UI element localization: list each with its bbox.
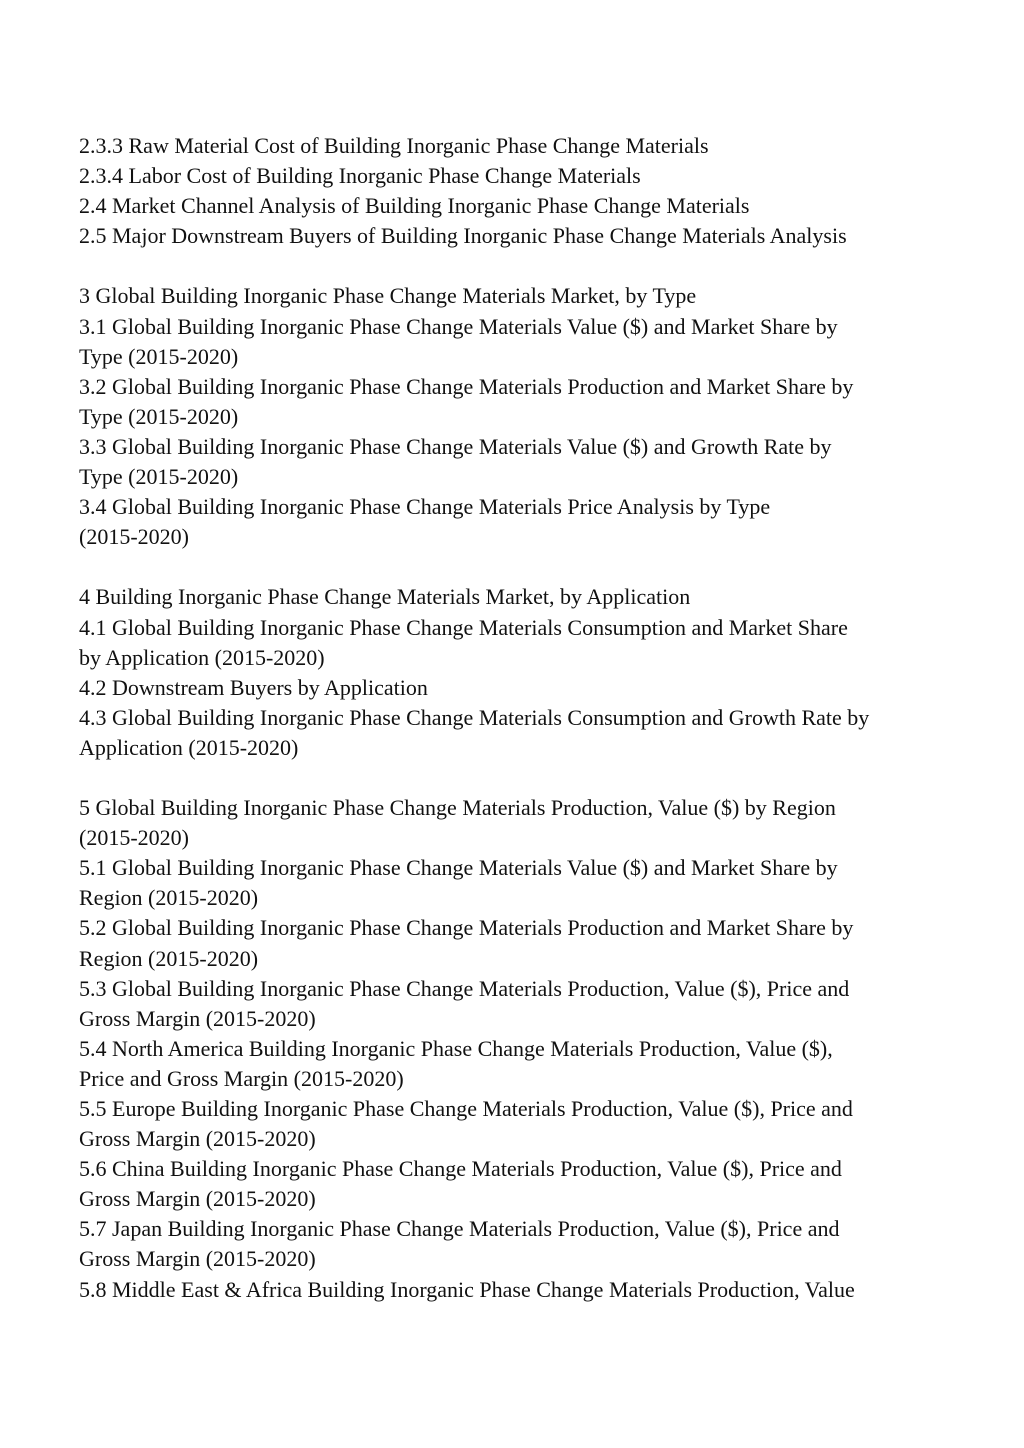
toc-entry: 2.3.3 Raw Material Cost of Building Inorganic Phase Change Materials bbox=[79, 133, 709, 158]
toc-entry: 4.1 Global Building Inorganic Phase Change Materials Consumption and Market Share bbox=[79, 614, 848, 640]
toc-entry: 3.1 Global Building Inorganic Phase Change Materials Value ($) and Market Share by bbox=[79, 313, 838, 339]
toc-section-3 bbox=[79, 281, 959, 552]
toc-entry: 5.2 Global Building Inorganic Phase Change Materials Production and Market Share by bbox=[79, 915, 854, 941]
section-spacer bbox=[79, 251, 959, 281]
toc-entry: 5.4 North America Building Inorganic Phase Change Materials Production, Value ($), bbox=[79, 1035, 833, 1061]
section-spacer bbox=[79, 552, 959, 582]
toc-entry-continuation: by Application (2015-2020) bbox=[79, 644, 325, 670]
toc-entry: 2.4 Market Channel Analysis of Building Inorganic Phase Change Materials bbox=[79, 193, 750, 219]
toc-entry: 5.5 Europe Building Inorganic Phase Change Materials Production, Value ($), Price and bbox=[79, 1096, 853, 1121]
toc-section-2 bbox=[79, 131, 959, 251]
toc-heading: 5 Global Building Inorganic Phase Change Materials Production, Value ($) by Region bbox=[79, 795, 836, 821]
toc-heading: 3 Global Building Inorganic Phase Change Materials Market, by Type bbox=[79, 283, 697, 309]
toc-entry-continuation: Gross Margin (2015-2020) bbox=[79, 1186, 316, 1212]
toc-section-5 bbox=[79, 793, 959, 1305]
toc-entry: 5.8 Middle East & Africa Building Inorganic Phase Change Materials Production, Value bbox=[79, 1276, 855, 1302]
toc-entry-continuation: Gross Margin (2015-2020) bbox=[79, 1005, 316, 1031]
toc-entry-continuation: Type (2015-2020) bbox=[79, 464, 239, 490]
toc-entry: 5.7 Japan Building Inorganic Phase Change Materials Production, Value ($), Price and bbox=[79, 1216, 840, 1242]
toc-entry-continuation: Type (2015-2020) bbox=[79, 343, 239, 369]
toc-entry-continuation: Price and Gross Margin (2015-2020) bbox=[79, 1065, 404, 1091]
toc-entry: 2.5 Major Downstream Buyers of Building Inorganic Phase Change Materials Analysis bbox=[79, 223, 847, 249]
toc-entry-continuation: Region (2015-2020) bbox=[79, 885, 259, 911]
toc-entry-continuation: Gross Margin (2015-2020) bbox=[79, 1126, 316, 1152]
section-spacer bbox=[79, 763, 959, 793]
toc-entry: 5.3 Global Building Inorganic Phase Change Materials Production, Value ($), Price and bbox=[79, 975, 850, 1001]
toc-entry: 3.2 Global Building Inorganic Phase Change Materials Production and Market Share by bbox=[79, 373, 854, 399]
toc-heading: 4 Building Inorganic Phase Change Materials Market, by Application bbox=[79, 584, 691, 610]
toc-entry: 4.3 Global Building Inorganic Phase Change Materials Consumption and Growth Rate by bbox=[79, 704, 870, 730]
toc-heading-continuation: (2015-2020) bbox=[79, 825, 189, 851]
toc-entry-continuation: Type (2015-2020) bbox=[79, 403, 239, 429]
toc-entry-continuation: Gross Margin (2015-2020) bbox=[79, 1246, 316, 1272]
toc-entry: 2.3.4 Labor Cost of Building Inorganic Phase Change Materials bbox=[79, 163, 641, 189]
toc-section-4 bbox=[79, 582, 959, 763]
toc-entry-continuation: Application (2015-2020) bbox=[79, 734, 299, 760]
toc-entry-continuation: Region (2015-2020) bbox=[79, 945, 259, 971]
toc-entry: 5.1 Global Building Inorganic Phase Change Materials Value ($) and Market Share by bbox=[79, 855, 838, 881]
toc-entry-continuation: (2015-2020) bbox=[79, 524, 189, 550]
table-of-contents bbox=[79, 131, 959, 1305]
toc-entry: 3.3 Global Building Inorganic Phase Change Materials Value ($) and Growth Rate by bbox=[79, 433, 832, 459]
toc-entry: 3.4 Global Building Inorganic Phase Change Materials Price Analysis by Type bbox=[79, 494, 771, 520]
toc-entry: 4.2 Downstream Buyers by Application bbox=[79, 674, 428, 700]
toc-entry: 5.6 China Building Inorganic Phase Change Materials Production, Value ($), Price and bbox=[79, 1156, 842, 1182]
